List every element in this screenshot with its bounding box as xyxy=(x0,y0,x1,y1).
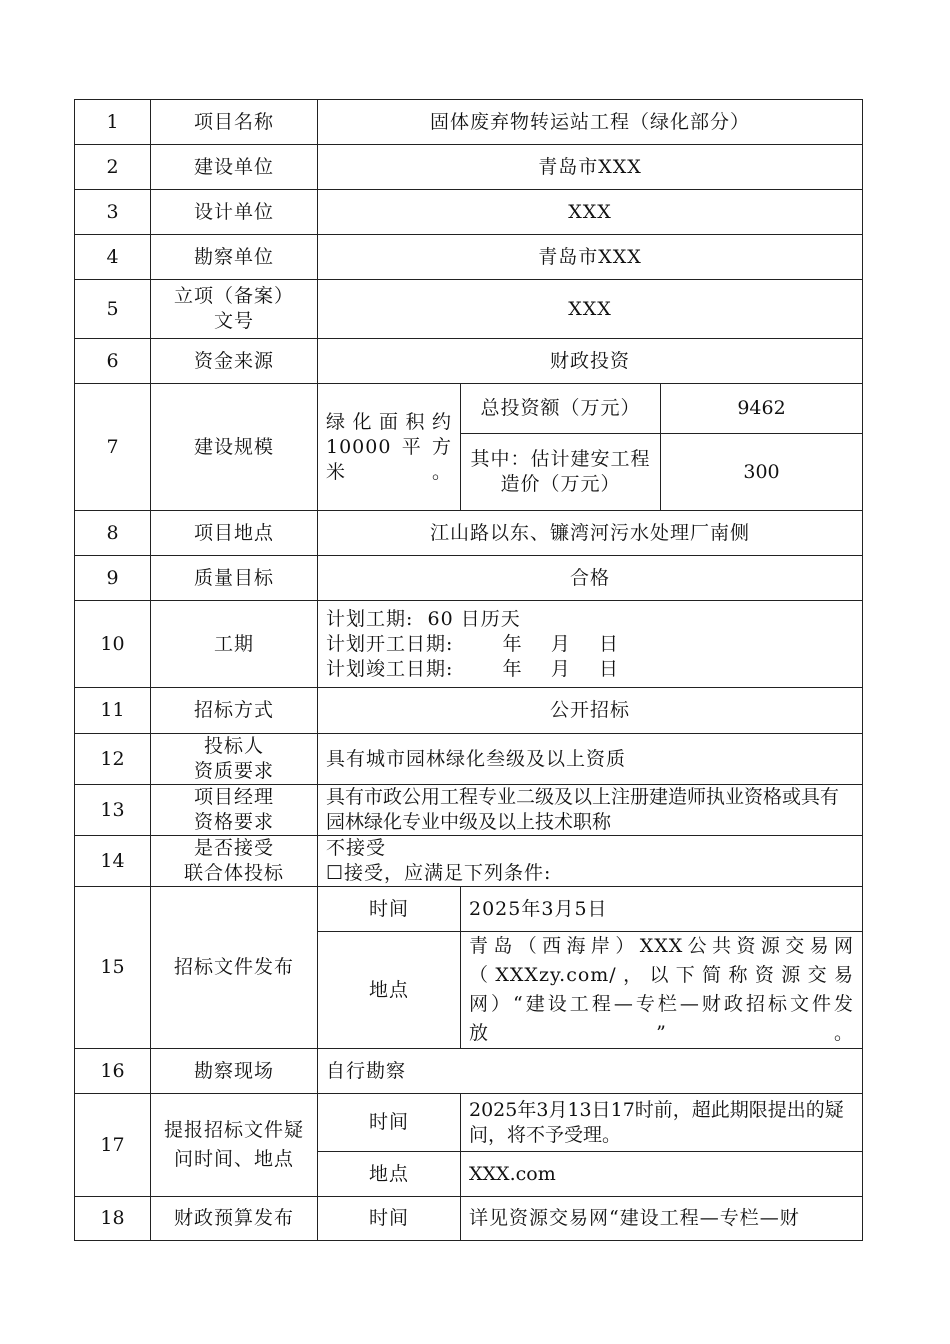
time-value: 2025年3月13日17时前，超此期限提出的疑问，将不予受理。 xyxy=(461,1094,863,1152)
green-area-text: 绿化面积约10000平方米。 xyxy=(318,384,461,511)
row-label: 财政预算发布 xyxy=(151,1197,318,1241)
time-label: 时间 xyxy=(318,887,461,932)
table-row xyxy=(75,556,863,601)
table-row xyxy=(75,280,863,339)
row-label: 工期 xyxy=(151,601,318,688)
row-label: 招标文件发布 xyxy=(151,887,318,1049)
row-label-line: 立项（备案） xyxy=(173,285,294,307)
row-label xyxy=(151,734,318,785)
table-row xyxy=(75,190,863,235)
row-number: 18 xyxy=(75,1197,151,1241)
row-label-line: 联合体投标 xyxy=(183,862,284,884)
row-label xyxy=(151,280,318,339)
planned-end-date: 计划竣工日期: 年 月 日 xyxy=(326,657,619,680)
row-number: 16 xyxy=(75,1049,151,1094)
row-label-line: 是否接受 xyxy=(193,837,274,859)
row-number: 13 xyxy=(75,785,151,836)
row-label: 提报招标文件疑问时间、地点 xyxy=(151,1094,318,1197)
row-label: 建设规模 xyxy=(151,384,318,511)
table-row xyxy=(75,145,863,190)
row-value: 具有市政公用工程专业二级及以上注册建造师执业资格或具有园林绿化专业中级及以上技术职称 xyxy=(318,785,863,836)
table-row xyxy=(75,785,863,836)
table-row xyxy=(75,1094,863,1152)
planned-duration: 计划工期: 60 日历天 xyxy=(326,607,521,630)
place-value: 青岛（西海岸）XXX公共资源交易网（XXXzy.com/，以下简称资源交易网）“建设工程—专栏—财政招标文件发放”。 xyxy=(461,932,863,1049)
row-label xyxy=(151,836,318,887)
table-row xyxy=(75,1197,863,1241)
row-label: 招标方式 xyxy=(151,688,318,734)
row-value: 青岛市XXX xyxy=(318,235,863,280)
row-value: 自行勘察 xyxy=(318,1049,863,1094)
schedule-cell xyxy=(318,601,863,688)
table-row xyxy=(75,1049,863,1094)
row-label: 勘察现场 xyxy=(151,1049,318,1094)
time-label: 时间 xyxy=(318,1094,461,1152)
row-label: 勘察单位 xyxy=(151,235,318,280)
place-label: 地点 xyxy=(318,932,461,1049)
build-cost-value: 300 xyxy=(661,434,863,511)
total-investment-value: 9462 xyxy=(661,384,863,434)
row-number: 6 xyxy=(75,339,151,384)
row-value: 江山路以东、镰湾河污水处理厂南侧 xyxy=(318,511,863,556)
row-label: 资金来源 xyxy=(151,339,318,384)
row-number: 1 xyxy=(75,100,151,145)
time-value: 详见资源交易网“建设工程—专栏—财 xyxy=(461,1197,863,1241)
row-number: 14 xyxy=(75,836,151,887)
row-label xyxy=(151,785,318,836)
row-value: 具有城市园林绿化叁级及以上资质 xyxy=(318,734,863,785)
row-label-line: 资质要求 xyxy=(193,760,274,782)
planned-start-date: 计划开工日期: 年 月 日 xyxy=(326,632,619,655)
row-value: XXX xyxy=(318,280,863,339)
row-label: 项目地点 xyxy=(151,511,318,556)
table-row xyxy=(75,384,863,434)
row-label: 质量目标 xyxy=(151,556,318,601)
row-value: 合格 xyxy=(318,556,863,601)
row-value: 固体废弃物转运站工程（绿化部分） xyxy=(318,100,863,145)
row-value: 公开招标 xyxy=(318,688,863,734)
row-label: 建设单位 xyxy=(151,145,318,190)
row-number: 5 xyxy=(75,280,151,339)
table-row xyxy=(75,836,863,887)
table-row xyxy=(75,601,863,688)
table-row xyxy=(75,235,863,280)
row-number: 15 xyxy=(75,887,151,1049)
row-label-line: 资格要求 xyxy=(193,811,274,833)
row-number: 12 xyxy=(75,734,151,785)
row-label-line: 投标人 xyxy=(203,735,264,757)
row-number: 9 xyxy=(75,556,151,601)
table-row xyxy=(75,734,863,785)
build-cost-label: 其中：估计建安工程造价（万元） xyxy=(461,434,661,511)
table-row xyxy=(75,100,863,145)
row-number: 8 xyxy=(75,511,151,556)
row-number: 3 xyxy=(75,190,151,235)
row-number: 2 xyxy=(75,145,151,190)
accepted-option: ☐接受，应满足下列条件: xyxy=(326,862,552,884)
row-value: 青岛市XXX xyxy=(318,145,863,190)
row-value: 财政投资 xyxy=(318,339,863,384)
place-value: XXX.com xyxy=(461,1152,863,1197)
row-label: 设计单位 xyxy=(151,190,318,235)
row-number: 7 xyxy=(75,384,151,511)
consortium-cell xyxy=(318,836,863,887)
row-number: 4 xyxy=(75,235,151,280)
bid-info-table xyxy=(74,99,863,1241)
row-number: 11 xyxy=(75,688,151,734)
row-number: 17 xyxy=(75,1094,151,1197)
row-value: XXX xyxy=(318,190,863,235)
table-row xyxy=(75,688,863,734)
row-label-line: 文号 xyxy=(213,310,254,332)
time-value: 2025年3月5日 xyxy=(461,887,863,932)
table-row xyxy=(75,887,863,932)
table-row xyxy=(75,511,863,556)
time-label: 时间 xyxy=(318,1197,461,1241)
place-label: 地点 xyxy=(318,1152,461,1197)
not-accepted-text: 不接受 xyxy=(326,837,387,859)
row-label-line: 项目经理 xyxy=(193,786,274,808)
total-investment-label: 总投资额（万元） xyxy=(461,384,661,434)
row-label: 项目名称 xyxy=(151,100,318,145)
row-number: 10 xyxy=(75,601,151,688)
table-row xyxy=(75,339,863,384)
